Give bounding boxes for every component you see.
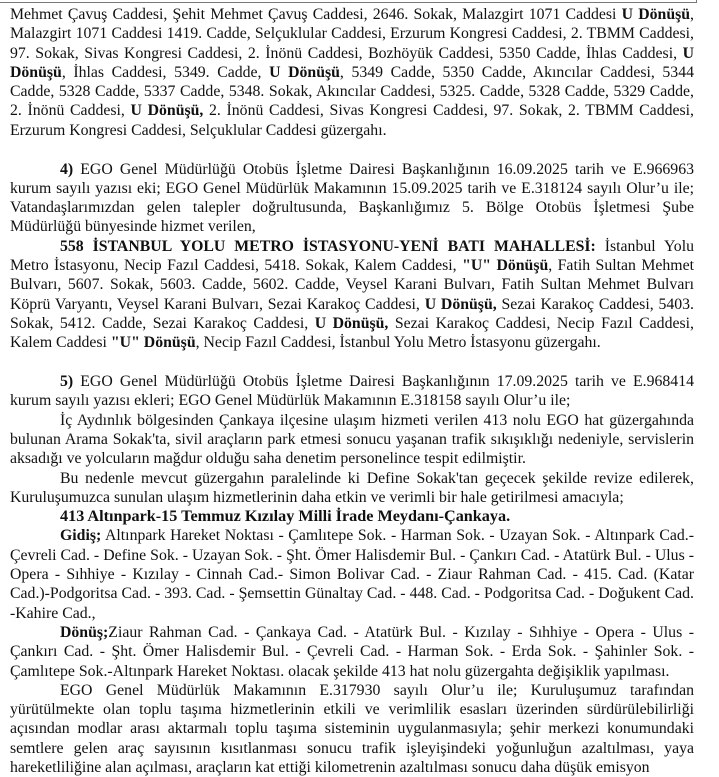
u-turn-marker: "U" Dönüşü [110,334,196,352]
u-turn-marker: "U" Dönüşü [462,257,549,275]
u-turn-marker: U Dönüşü [269,63,340,81]
u-turn-marker: U Dönüşü, [130,102,204,120]
route-558-title: 558 İSTANBUL YOLU METRO İSTASYONU-YENİ BATI MAHALLESİ: [60,237,596,255]
route-text: , Malazgirt 1071 Caddesi 1419. Cadde, Selçuklular Caddesi, Erzurum Kongresi Caddesi, 2. TBMM Caddesi, 97. Sokak, Sivas Kongresi Caddesi, 2. İnönü Caddesi, Bozhöyük Caddesi, 5350 Cadde, İhlas Caddesi, [10,6,694,62]
item-5-problem-paragraph: İç Aydınlık bölgesinden Çankaya ilçesine ulaşım hizmeti verilen 413 nolu EGO hat güzergahında bulunan Arama Sokak'ta, sivil araçların park etmesi sonucu yaşanan trafik sıkışıklığı nedeniyle, servislerin aksadığı ve yolcuların mağdur olduğu saha denetim personelince tespit edilmiştir. [10,411,694,468]
outbound-label: Gidiş; [60,527,102,545]
route-text: , 5349 Cadde, 5350 Cadde, Akıncılar Caddesi, 5344 Cadde, 5328 Cadde, 5337 Cadde, 5348. Sokak, Akıncılar Caddesi, 5325. Cadde, 5328 Cadde, 5329 Cadde, 2. İnönü Caddesi, [10,63,694,120]
item-4-route [10,237,694,353]
u-turn-marker: U Dönüşü, [424,295,497,313]
route-text: , İhlas Caddesi, 5349. Cadde, [61,63,270,81]
route-text: Sezai Karakoç Caddesi, 5403. Sokak, 5412. Cadde, Sezai Karakoç Caddesi, [10,295,695,332]
ego-approval-paragraph: EGO Genel Müdürlük Makamının E.317930 sayılı Olur’u ile; Kuruluşumuz tarafından yürütülmekte olan toplu taşıma hizmetlerinin etkili ve verimlilik esasları üzerinden sürdürülebilirliği açısından modlar arası aktarmalı toplu taşıma sisteminin uygulanmasıyla; şehir merkezi konumundaki semtlere gelen araç sayısının kısıtlanması sonucu trafik işleyişindeki yoğunluğun azaltılması, yaya hareketliliğine alan açılması, araçların kat ettiği kilometrenin azaltılması sonucu daha düşük emisyon [10,681,694,776]
u-turn-marker: U Dönüşü [10,44,694,81]
route-text: , Necip Fazıl Caddesi, İstanbul Yolu Metro İstasyonu güzergahı. [195,334,601,352]
previous-box-border [0,0,697,3]
u-turn-marker: U Dönüşü [621,6,691,23]
paragraph-gap [10,140,694,160]
return-label: Dönüş; [60,623,109,641]
document-page [10,5,694,777]
item-5-intro: 5) EGO Genel Müdürlüğü Otobüs İşletme Dairesi Başkanlığının 17.09.2025 tarih ve E.968414 kurum sayılı yazısı ekleri; EGO Genel Müdürlük Makamının E.318158 sayılı Olur’u ile; [10,373,694,410]
route-text: İstanbul Yolu Metro İstasyonu, Necip Fazıl Caddesi, 5418. Sokak, Kalem Caddesi, [10,237,694,275]
route-413-return: Dönüş;Ziaur Rahman Cad. - Çankaya Cad. - Atatürk Bul. - Kızılay - Sıhhiye - Opera - Ulus - Çankırı Cad. - Şht. Ömer Halisdemir Bul. - Çevreli Cad. - Harman Sok. - Erda Sok. - Şahinler Sok. - Çamlıtepe Sok.-Altınpark Hareket Noktası. olacak şekilde 413 hat nolu güzergahta değişiklik yapılması. [10,623,694,680]
item-5-number: 5) [60,373,74,391]
route-continuation-paragraph [10,5,694,140]
item-4-number: 4) [60,160,74,178]
item-5-reason-paragraph: Bu nedenle mevcut güzergahın paralelinde ki Define Sokak'tan geçecek şekilde revize edilerek, Kuruluşumuzca sunulan ulaşım hizmetlerinin daha etkin ve verimli bir hale getirilmesi amacıyla; [10,469,694,506]
route-413-outbound: Gidiş; Altınpark Hareket Noktası - Çamlıtepe Sok. - Harman Sok. - Uzayan Sok. - Altınpark Cad.-Çevreli Cad. - Define Sok. - Uzayan Sok. - Şht. Ömer Halisdemir Bul. - Çankırı Cad. - Atatürk Bul. - Ulus -Opera - Sıhhiye - Kızılay - Cinnah Cad.- Simon Bolivar Cad. - Ziaur Rahman Cad. - 415. Cad. (Katar Cad.)-Podgoritsa Cad. - 393. Cad. - Şemsettin Günaltay Cad. - 448. Cad. - Podgoritsa Cad. - Doğukent Cad. -Kahire Cad., [10,527,694,622]
route-text: 2. İnönü Caddesi, Sivas Kongresi Caddesi, 97. Sokak, 2. TBMM Caddesi, Erzurum Kongresi Caddesi, Selçuklular Caddesi güzergahı. [10,102,694,139]
route-413-title: 413 Altınpark-15 Temmuz Kızılay Milli İrade Meydanı-Çankaya. [60,507,511,526]
route-text: , Fatih Sultan Mehmet Bulvarı, 5607. Sokak, 5603. Cadde, 5602. Cadde, Veysel Karani Bulvarı, Fatih Sultan Mehmet Bulvarı Köprü Varyantı, Veysel Karani Bulvarı, Sezai Karakoç Caddesi, [10,257,694,313]
item-4-intro: 4) EGO Genel Müdürlüğü Otobüs İşletme Dairesi Başkanlığının 16.09.2025 tarih ve E.966963 kurum sayılı yazısı eki; EGO Genel Müdürlük Makamının 15.09.2025 tarih ve E.318124 sayılı Olur’u ile; Vatandaşlarımızdan gelen talepler doğrultusunda, Başkanlığımız 5. Bölge Otobüs İşletmesi Şube Müdürlüğü bünyesinde hizmet verilen, [10,160,694,236]
paragraph-gap [10,353,694,373]
u-turn-marker: U Dönüşü, [314,314,389,332]
route-text: Sezai Karakoç Caddesi, Necip Fazıl Caddesi, Kalem Caddesi [10,314,694,352]
route-text: Mehmet Çavuş Caddesi, Şehit Mehmet Çavuş Caddesi, 2646. Sokak, Malazgirt 1071 Caddesi [10,6,622,23]
